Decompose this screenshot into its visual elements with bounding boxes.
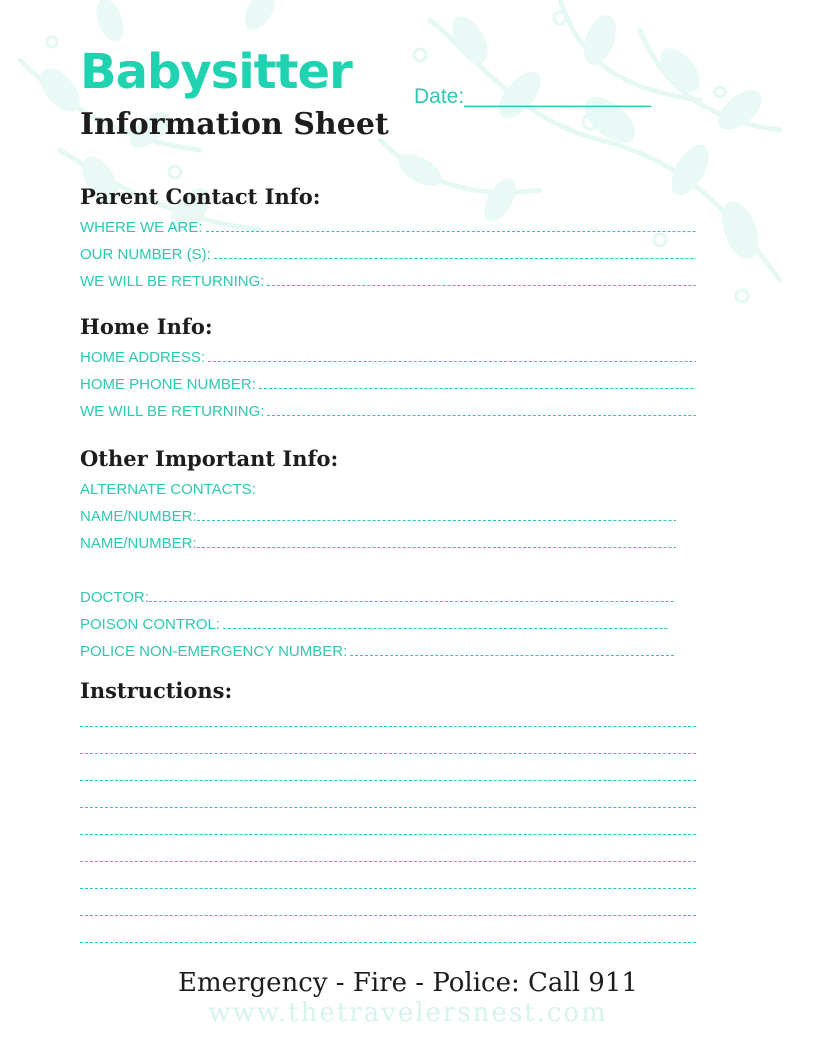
- field-our-number: [80, 245, 696, 265]
- instruction-line: [80, 726, 696, 727]
- field-label: WE WILL BE RETURNING:: [80, 403, 265, 420]
- field-label: POISON CONTROL:: [80, 616, 221, 633]
- blank-line: [350, 655, 674, 656]
- alternate-contacts-label: [80, 480, 696, 500]
- field-poison-control: [80, 615, 668, 635]
- instruction-line: [80, 888, 696, 889]
- instruction-line: [80, 807, 696, 808]
- blank-line: [149, 601, 674, 602]
- blank-line: [259, 388, 696, 389]
- field-label: WHERE WE ARE:: [80, 219, 203, 236]
- instruction-line: [80, 915, 696, 916]
- field-home-returning: [80, 402, 696, 422]
- field-label: DOCTOR:: [80, 589, 149, 606]
- field-label: NAME/NUMBER:: [80, 508, 197, 525]
- field-label: HOME PHONE NUMBER:: [80, 376, 256, 393]
- instruction-line: [80, 753, 696, 754]
- field-label: ALTERNATE CONTACTS:: [80, 481, 256, 498]
- sheet-subtitle: Information Sheet: [80, 107, 389, 142]
- blank-line: [267, 285, 696, 286]
- emergency-footer: Emergency - Fire - Police: Call 911: [178, 968, 638, 998]
- field-alternate-contact-1: [80, 507, 676, 527]
- field-parent-returning: [80, 272, 696, 292]
- instruction-line: [80, 834, 696, 835]
- parent-contact-heading: Parent Contact Info:: [80, 184, 321, 209]
- field-label: POLICE NON-EMERGENCY NUMBER:: [80, 643, 348, 660]
- instruction-line: [80, 861, 696, 862]
- website-watermark: www.thetravelersnest.com: [208, 998, 608, 1028]
- instruction-line: [80, 780, 696, 781]
- blank-line: [197, 520, 676, 521]
- blank-line: [206, 231, 696, 232]
- home-info-heading: Home Info:: [80, 314, 213, 339]
- field-doctor: [80, 588, 674, 608]
- date-field: Date:________________: [414, 85, 652, 108]
- blank-line: [223, 628, 668, 629]
- field-label: HOME ADDRESS:: [80, 349, 206, 366]
- field-home-address: [80, 348, 696, 368]
- other-info-heading: Other Important Info:: [80, 446, 339, 471]
- blank-line: [197, 547, 676, 548]
- instructions-heading: Instructions:: [80, 678, 233, 703]
- sheet-title: Babysitter: [80, 44, 352, 100]
- field-alternate-contact-2: [80, 534, 676, 554]
- field-home-phone: [80, 375, 696, 395]
- field-police-non-emergency: [80, 642, 674, 662]
- instruction-line: [80, 942, 696, 943]
- field-label: WE WILL BE RETURNING:: [80, 273, 265, 290]
- field-label: NAME/NUMBER:: [80, 535, 197, 552]
- blank-line: [214, 258, 696, 259]
- field-label: OUR NUMBER (S):: [80, 246, 211, 263]
- blank-line: [267, 415, 696, 416]
- field-where-we-are: [80, 218, 696, 238]
- blank-line: [208, 361, 696, 362]
